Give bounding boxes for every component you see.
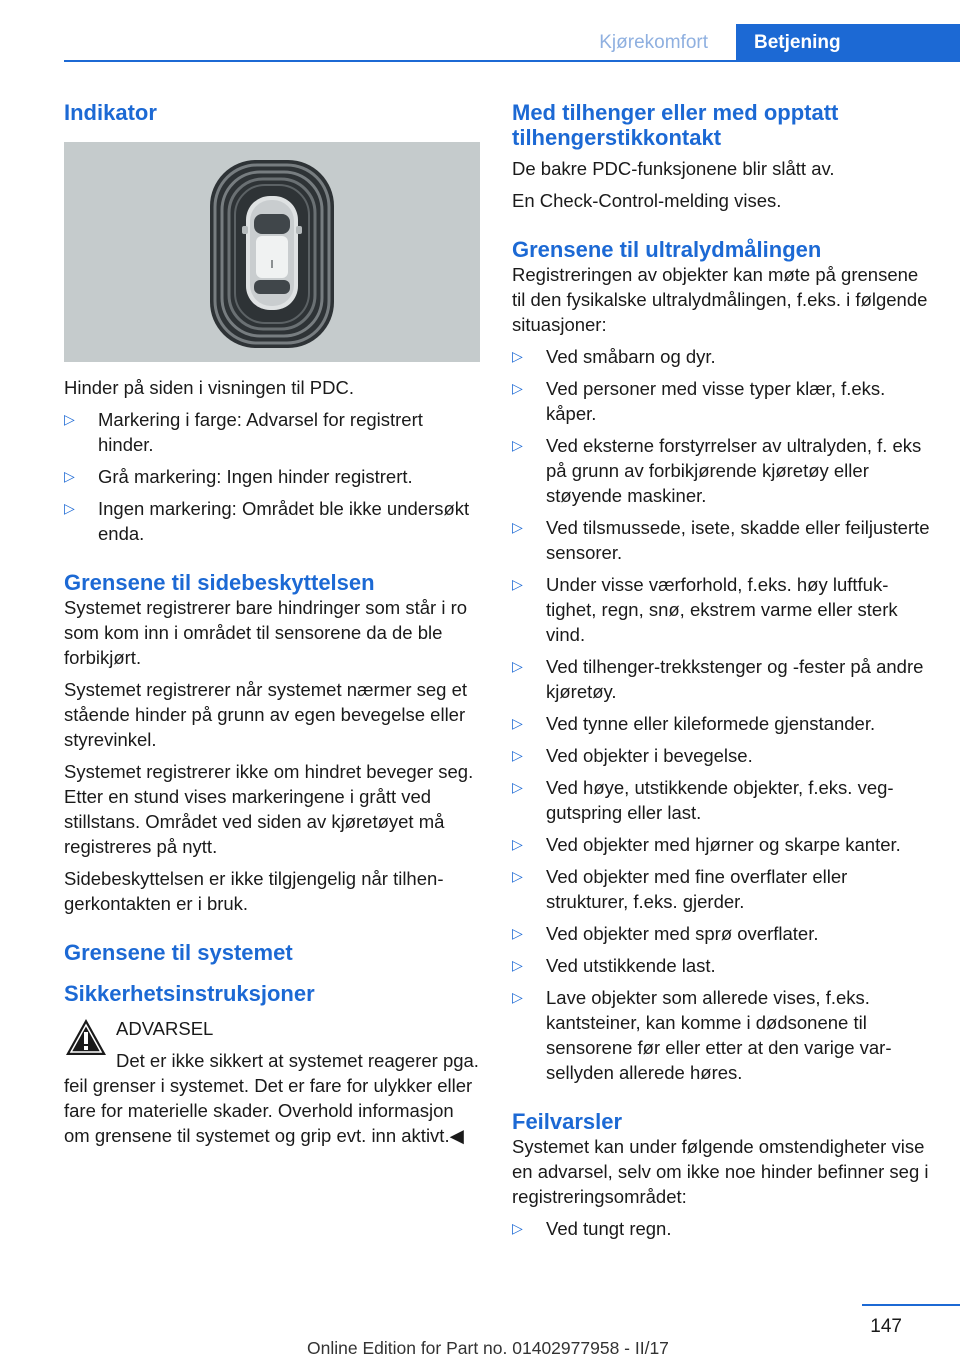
warning-block [64,1016,480,1041]
warning-label: ADVARSEL [116,1018,214,1039]
car-parking-sensor-icon [64,142,480,362]
triangle-bullet-icon: ▷ [512,437,523,453]
fault-warnings-heading: Feilvarsler [512,1109,623,1134]
list-item: ▷ Ved objekter med hjørner og skarpe kanter. [512,834,901,855]
paragraph: Registreringen av objekter kan møte på grensene til den fysikalske ultralydmålingen, f.eks. i følgende situasjoner: [512,264,928,335]
triangle-bullet-icon: ▷ [512,747,523,763]
paragraph: Systemet registrerer ikke om hindret beveger seg. Etter en stund vises markeringene i grått ved stillstans. Området ved siden av kjøretøyet må registreres på nytt. [64,761,474,857]
warning-triangle-icon [64,1017,108,1057]
triangle-bullet-icon: ▷ [512,380,523,396]
safety-instructions-heading: Sikkerhetsinstruksjoner [64,981,315,1006]
triangle-bullet-icon: ▷ [512,348,523,364]
list-item: ▷ Under visse værforhold, f.eks. høy luftfuktighet, regn, snø, ekstrem varme eller sterk vind. [512,574,898,645]
header-tab-betjening[interactable]: Betjening [736,24,960,61]
triangle-bullet-icon: ▷ [512,779,523,795]
list-item: ▷ Ved objekter med sprø overflater. [512,923,819,944]
list-item: ▷ Ved tynne eller kileformede gjenstander. [512,713,876,734]
marking-list [64,407,480,546]
triangle-bullet-icon: ▷ [512,1220,523,1236]
list-item: ▷ Lave objekter som allerede vises, f.eks. kantsteiner, kan komme i dødsonene til sensorene før eller etter at den varige varsellyden allerede høres. [512,987,892,1083]
paragraph: Systemet kan under følgende omstendigheter vise en advarsel, selv om ikke noe hinder befinner seg i registreringsområdet: [512,1136,929,1207]
triangle-bullet-icon: ▷ [512,868,523,884]
list-item: ▷ Markering i farge: Advarsel for registrert hinder. [64,409,423,455]
side-protection-heading: Grensene til sidebeskyttelsen [64,570,375,595]
paragraph: Systemet registrerer bare hindringer som står i ro som kom inn i området til sensorene da de ble forbikjørt. [64,597,468,668]
triangle-bullet-icon: ▷ [512,519,523,535]
list-item: ▷ Ved eksterne forstyrrelser av ultralyden, f. eks på grunn av forbikjørende kjøretøy eller støyende maskiner. [512,435,922,506]
paragraph: Sidebeskyttelsen er ikke tilgjengelig når tilhengerkontakten er i bruk. [64,868,444,914]
list-item: ▷ Ved tilsmussede, isete, skadde eller feiljusterte sensorer. [512,517,930,563]
fault-list [512,1216,932,1241]
ultrasound-limits-list [512,344,932,1085]
list-item: ▷ Ved tungt regn. [512,1218,672,1239]
list-item: ▷ Ingen markering: Området ble ikke undersøkt enda. [64,498,470,544]
paragraph: De bakre PDC-funksjonene blir slått av. [512,158,835,179]
triangle-bullet-icon: ▷ [64,500,75,516]
ultrasound-limits-heading: Grensene til ultralydmålingen [512,237,822,262]
page-number: 147 [870,1316,902,1337]
triangle-bullet-icon: ▷ [512,658,523,674]
list-item: ▷ Ved høye, utstikkende objekter, f.eks. veggutspring eller last. [512,777,894,823]
list-item: ▷ Ved småbarn og dyr. [512,346,716,367]
triangle-bullet-icon: ▷ [512,715,523,731]
list-item: ▷ Ved tilhenger-trekkstenger og -fester på andre kjøretøy. [512,656,924,702]
list-item: ▷ Ved utstikkende last. [512,955,716,976]
header-rule [64,60,960,62]
edition-footer: Online Edition for Part no. 01402977958 - II/17 [307,1338,669,1358]
triangle-bullet-icon: ▷ [512,836,523,852]
paragraph: Systemet registrerer når systemet nærmer seg et stående hinder på grunn av egen bevegelse eller styrevinkel. [64,679,468,750]
right-column [512,100,932,1248]
warning-text: Det er ikke sikkert at systemet reagerer pga. feil grenser i systemet. Det er fare for ulykker eller fare for materielle skader. Overhold informasjon om grensene til systemet og grip evt. inn aktivt.◀ [64,1050,479,1146]
left-column [64,100,480,1155]
triangle-bullet-icon: ▷ [64,468,75,484]
triangle-bullet-icon: ▷ [512,957,523,973]
triangle-bullet-icon: ▷ [512,925,523,941]
trailer-heading: Med tilhenger eller med opptatt tilhengerstikkontakt [512,100,839,150]
triangle-bullet-icon: ▷ [512,576,523,592]
header-tab-kjorekomfort[interactable]: Kjørekomfort [599,32,708,53]
list-item: ▷ Ved objekter med fine overflater eller strukturer, f.eks. gjerder. [512,866,848,912]
paragraph: En Check-Control-melding vises. [512,190,782,211]
footer-rule [862,1304,960,1306]
triangle-bullet-icon: ▷ [64,411,75,427]
figure-caption: Hinder på siden i visningen til PDC. [64,377,354,398]
system-limits-heading: Grensene til systemet [64,940,293,965]
list-item: ▷ Grå markering: Ingen hinder registrert. [64,466,413,487]
list-item: ▷ Ved personer med visse typer klær, f.eks. kåper. [512,378,886,424]
list-item: ▷ Ved objekter i bevegelse. [512,745,753,766]
indicator-heading: Indikator [64,100,157,125]
triangle-bullet-icon: ▷ [512,989,523,1005]
pdc-side-view-figure [64,142,480,362]
